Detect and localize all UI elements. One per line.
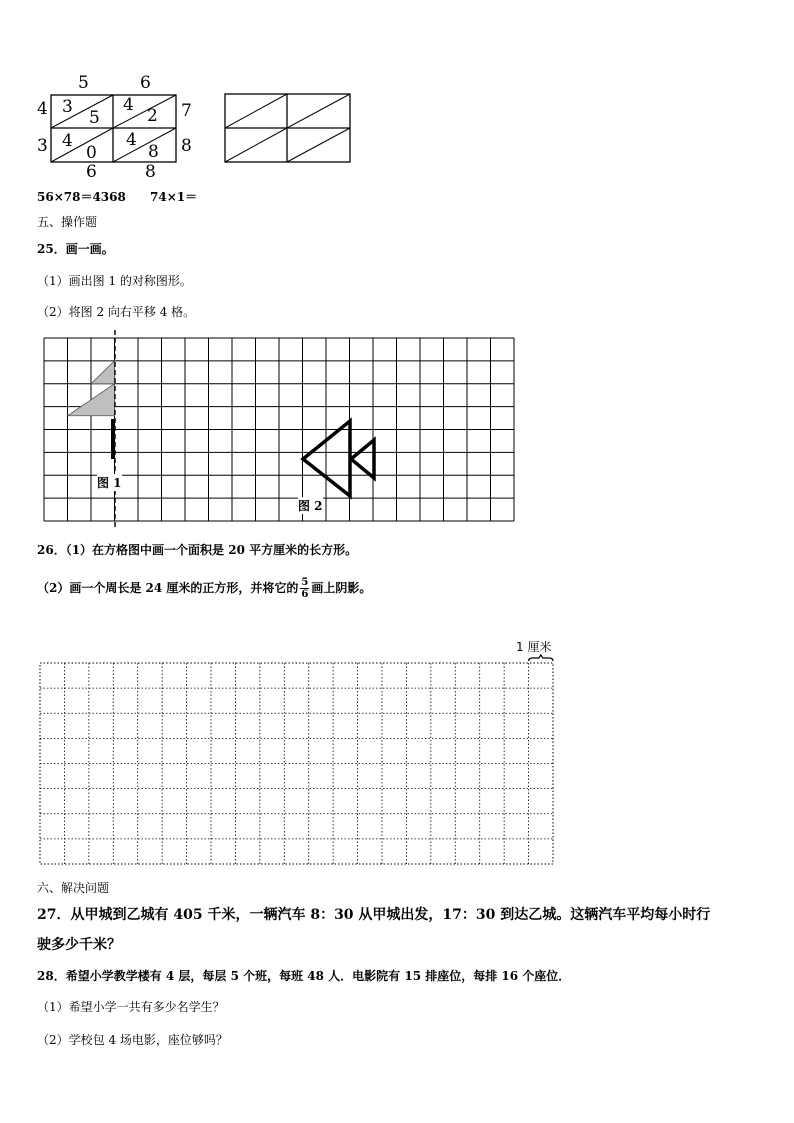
q26-part2: （2）画一个周长是 24 厘米的正方形，并将它的 $\frac{5}{6}$ 画上阴影。 — [37, 577, 372, 600]
lattice-left-digit: 4 — [37, 99, 48, 119]
q25-title: 25．画一画。 — [37, 242, 114, 256]
lattice-left-digit: 3 — [37, 136, 48, 156]
section-5-heading: 五、操作题 — [37, 215, 98, 229]
q25-part2: （2）将图 2 向右平移 4 格。 — [37, 305, 196, 319]
q28-part1: （1）希望小学一共有多少名学生？ — [37, 1000, 225, 1014]
lattice-right-digit: 7 — [181, 101, 192, 121]
q27-line2: 驶多少千米？ — [37, 937, 121, 953]
lattice-bottom-digit: 8 — [145, 162, 156, 182]
lattice-cell-ones: 0 — [86, 143, 97, 163]
figure-1-label: 图 1 — [97, 476, 122, 490]
equation-2: 74×1＝ — [150, 190, 198, 204]
q28-title: 28．希望小学教学楼有 4 层，每层 5 个班，每班 48 人．电影院有 15 排座位，每排 16 个座位． — [37, 969, 571, 983]
q28-part2: （2）学校包 4 场电影，座位够吗？ — [37, 1033, 228, 1047]
q25-part1: （1）画出图 1 的对称图形。 — [37, 274, 192, 288]
lattice-cell-tens: 4 — [62, 131, 73, 151]
lattice-cell-tens: 3 — [62, 97, 73, 117]
q27-line1: 27．从甲城到乙城有 405 千米，一辆汽车 8：30 从甲城出发，17：30 到达乙城。这辆汽车平均每小时行 — [37, 907, 711, 923]
lattice-cell-tens: 4 — [126, 130, 137, 150]
lattice-cell-ones: 2 — [147, 106, 158, 126]
q26-part1: 26．（1）在方格图中画一个面积是 20 平方厘米的长方形。 — [37, 543, 358, 557]
lattice-cell-tens: 4 — [123, 95, 134, 115]
figure-2-label: 图 2 — [298, 499, 323, 513]
lattice-right-digit: 8 — [181, 136, 192, 156]
unit-brace — [529, 655, 553, 661]
lattice-top-digit: 5 — [78, 73, 89, 93]
lattice-cell-ones: 8 — [148, 142, 159, 162]
equation-1: 56×78＝4368 — [37, 190, 126, 204]
unit-label: 1 厘米 — [516, 640, 552, 654]
lattice-top-digit: 6 — [140, 73, 151, 93]
section-6-heading: 六、解决问题 — [37, 881, 110, 895]
fraction-five-sixths: $\frac{5}{6}$ — [301, 577, 309, 600]
lattice-cell-ones: 5 — [89, 108, 100, 128]
lattice-bottom-digit: 6 — [86, 162, 97, 182]
